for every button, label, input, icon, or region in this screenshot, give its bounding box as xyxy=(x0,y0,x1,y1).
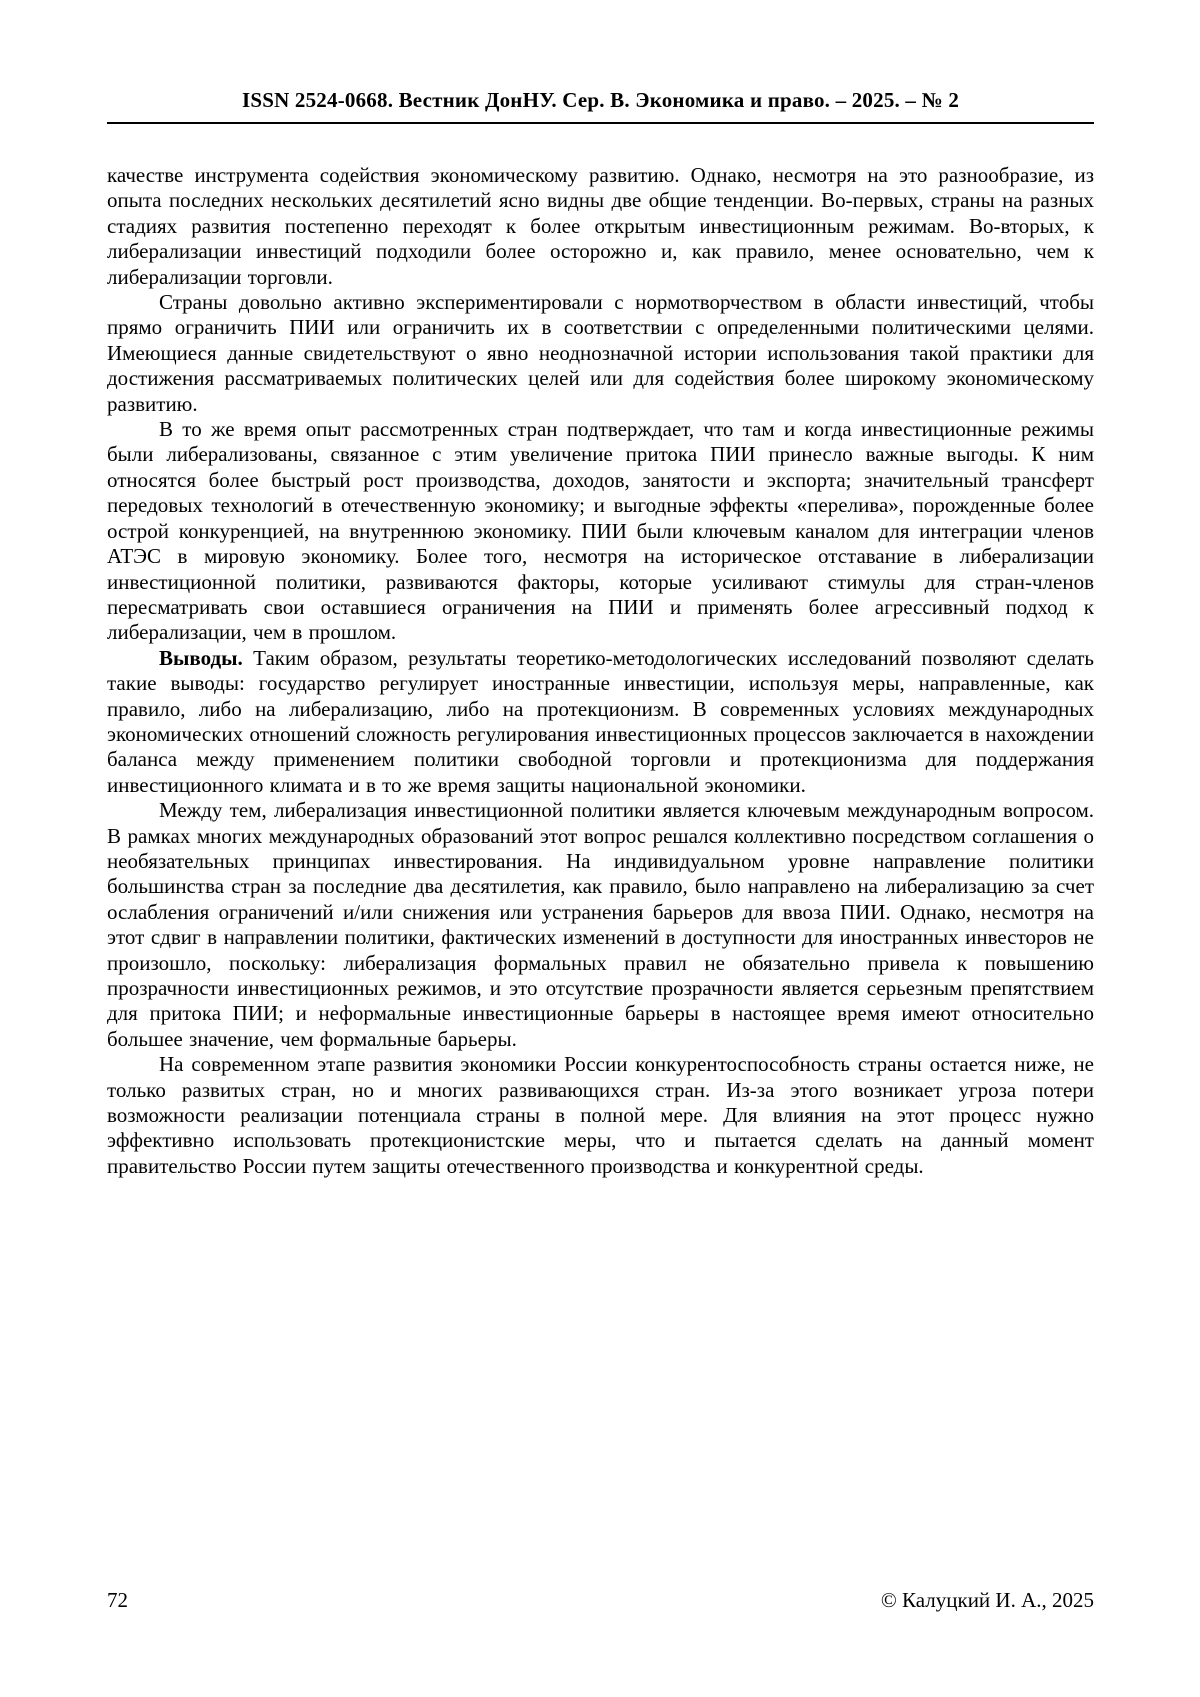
page-header xyxy=(107,88,1094,124)
paragraph: В то же время опыт рассмотренных стран подтверждает, что там и когда инвестиционные режимы были либерализованы, связанное с этим увеличение притока ПИИ принесло важные выгоды. К ним относятся более быстрый рост производства, доходов, занятости и экспорта; значительный трансферт передовых технологий в отечественную экономику; и выгодные эффекты «перелива», порожденные более острой конкуренцией, на внутреннюю экономику. ПИИ были ключевым каналом для интеграции членов АТЭС в мировую экономику. Более того, несмотря на историческое отставание в либерализации инвестиционной политики, развиваются факторы, которые усиливают стимулы для стран-членов пересматривать свои оставшиеся ограничения на ПИИ и применять более агрессивный подход к либерализации, чем в прошлом. xyxy=(107,417,1094,645)
paragraph-continuation: качестве инструмента содействия экономическому развитию. Однако, несмотря на это разнообразие, из опыта последних нескольких десятилетий ясно видны две общие тенденции. Во-первых, страны на разных стадиях развития постепенно переходят к более открытым инвестиционным режимам. Во-вторых, к либерализации инвестиций подходили более осторожно и, как правило, менее основательно, чем к либерализации торговли. xyxy=(107,163,1094,289)
conclusions-lead: Выводы. xyxy=(159,645,243,670)
paragraph: Между тем, либерализация инвестиционной политики является ключевым международным вопросом. В рамках многих международных образований этот вопрос решался коллективно посредством соглашения о необязательных принципах инвестирования. На индивидуальном уровне направление политики большинства стран за последние два десятилетия, как правило, было направлено на либерализацию за счет ослабления ограничений и/или снижения или устранения барьеров для ввоза ПИИ. Однако, несмотря на этот сдвиг в направлении политики, фактических изменений в доступности для иностранных инвесторов не произошло, поскольку: либерализация формальных правил не обязательно привела к повышению прозрачности инвестиционных режимов, и это отсутствие прозрачности является серьезным препятствием для притока ПИИ; и неформальные инвестиционные барьеры в настоящее время имеют относительно большее значение, чем формальные барьеры. xyxy=(107,798,1094,1051)
paragraph-conclusions xyxy=(107,646,1094,798)
paragraph: На современном этапе развития экономики России конкурентоспособность страны остается ниже, не только развитых стран, но и многих развивающихся стран. Из-за этого возникает угроза потери возможности реализации потенциала страны в полной мере. Для влияния на этот процесс нужно эффективно использовать протекционистские меры, что и пытается сделать на данный момент правительство России путем защиты отечественного производства и конкурентной среды. xyxy=(107,1052,1094,1178)
page-number: 72 xyxy=(107,1588,128,1612)
paragraph: Страны довольно активно экспериментировали с нормотворчеством в области инвестиций, чтобы прямо ограничить ПИИ или ограничить их в соответствии с определенными политическими целями. Имеющиеся данные свидетельствуют о явно неоднозначной истории использования такой практики для достижения рассматриваемых политических целей или для содействия более широкому экономическому развитию. xyxy=(107,290,1094,416)
page-footer xyxy=(107,1588,1094,1613)
conclusions-text: Таким образом, результаты теоретико-методологических исследований позволяют сделать такие выводы: государство регулирует иностранные инвестиции, используя меры, направленные, как правило, либо на либерализацию, либо на протекционизм. В современных условиях международных экономических отношений сложность регулирования инвестиционных процессов заключается в нахождении баланса между применением политики свободной торговли и протекционизма для поддержания инвестиционного климата и в то же время защиты национальной экономики. xyxy=(107,645,1094,797)
article-body xyxy=(107,163,1094,1179)
copyright-notice: © Калуцкий И. А., 2025 xyxy=(880,1588,1094,1612)
running-head: ISSN 2524-0668. Вестник ДонНУ. Сер. В. Экономика и право. – 2025. – № 2 xyxy=(107,88,1094,124)
